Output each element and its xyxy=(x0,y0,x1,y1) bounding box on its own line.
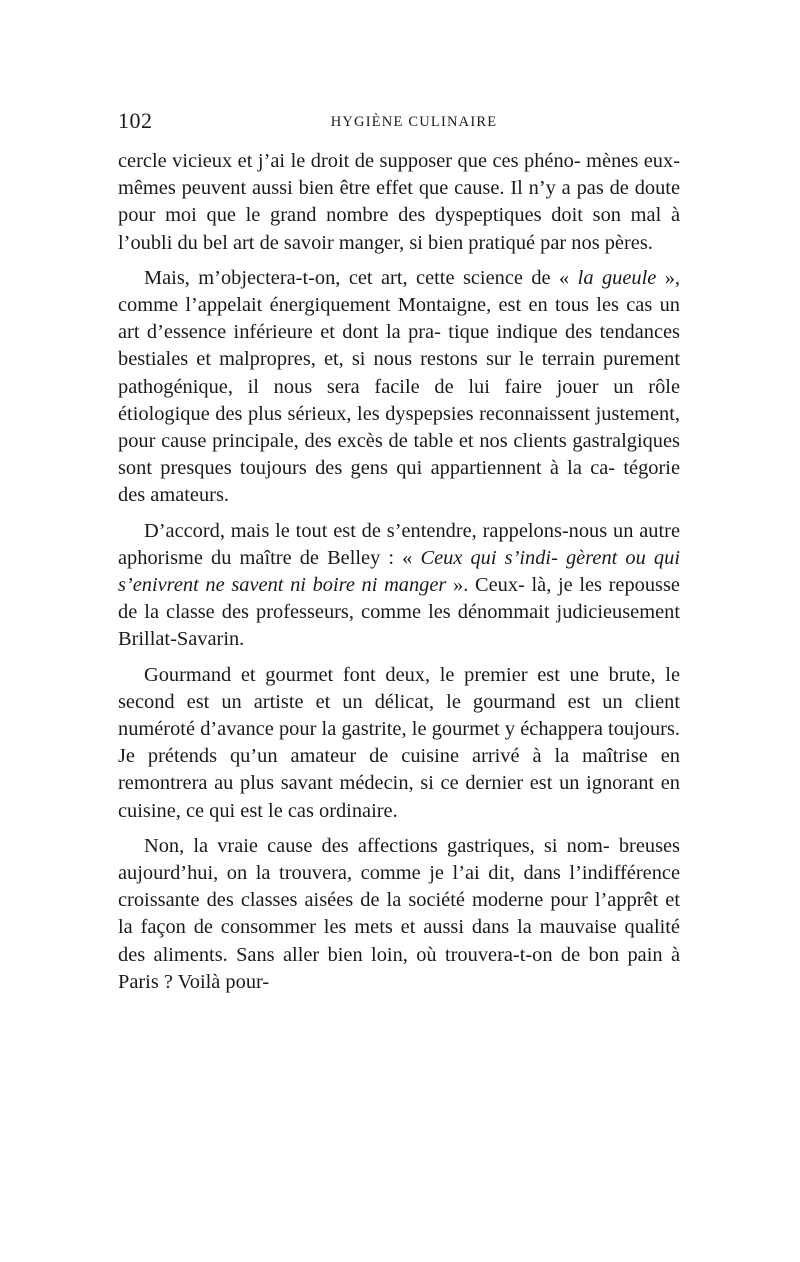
body-text xyxy=(118,148,680,996)
paragraph-text: Mais, m’objectera-t-on, cet art, cette science de « xyxy=(144,266,578,289)
paragraph-text: cercle vicieux et j’ai le droit de supposer que ces phéno- mènes eux-mêmes peuvent aussi bien être effet que cause. Il n’y a pas de doute pour moi que le grand nombre des dyspeptiques doit son mal à l’oubli du bel art de savoir manger, si bien pratiqué par nos pères. xyxy=(118,150,680,254)
paragraph-text: », comme l’appelait énergiquement Montaigne, est en tous les cas un art d’essence inférieure et dont la pra- tique indique des tendances bestiales et malpropres, et, si nous restons sur le terrain purement pathogénique, il nous sera facile de lui faire jouer un rôle étiologique des plus sérieux, les dyspepsies reconnaissent justement, pour cause principale, des excès de table et nos clients gastralgiques sont presques toujours des gens qui appartiennent à la ca- tégorie des amateurs. xyxy=(118,266,681,507)
running-title: HYGIÈNE CULINAIRE xyxy=(330,114,498,130)
italic-quote: la gueule xyxy=(577,266,657,289)
paragraph-text: ». Ceux- là, je les repousse de la classe des professeurs, comme les dénommait judicieusement Brillat-Savarin. xyxy=(118,574,680,651)
paragraph xyxy=(118,833,680,996)
page-number: 102 xyxy=(118,108,153,133)
paragraph-text: D’accord, mais le tout est de s’entendre, rappelons-nous un autre aphorisme du maître de Belley : « xyxy=(118,519,680,569)
paragraph-text: Non, la vraie cause des affections gastriques, si nom- breuses aujourd’hui, on la trouvera, comme je l’ai dit, dans l’indifférence croissante des classes aisées de la société moderne pour l’apprêt et la façon de consommer les mets et aussi dans la mauvaise qualité des aliments. Sans aller bien loin, où trouvera-t-on de bon pain à Paris ? Voilà pour- xyxy=(118,834,680,993)
italic-quote: Ceux qui s’indi- gèrent ou qui s’enivrent ne savent ni boire ni manger xyxy=(118,546,680,597)
paragraph xyxy=(118,518,680,654)
paragraph xyxy=(118,148,680,257)
paragraph xyxy=(118,662,680,825)
paragraph xyxy=(118,265,680,510)
running-header xyxy=(118,108,680,148)
paragraph-text: Gourmand et gourmet font deux, le premier est une brute, le second est un artiste et un délicat, le gourmand est un client numéroté d’avance pour la gastrite, le gourmet y échappera toujours. Je prétends qu’un amateur de cuisine arrivé à la maîtrise en remontrera au plus savant médecin, si ce dernier est un ignorant en cuisine, ce qui est le cas ordinaire. xyxy=(118,663,680,822)
book-page xyxy=(118,108,680,1004)
